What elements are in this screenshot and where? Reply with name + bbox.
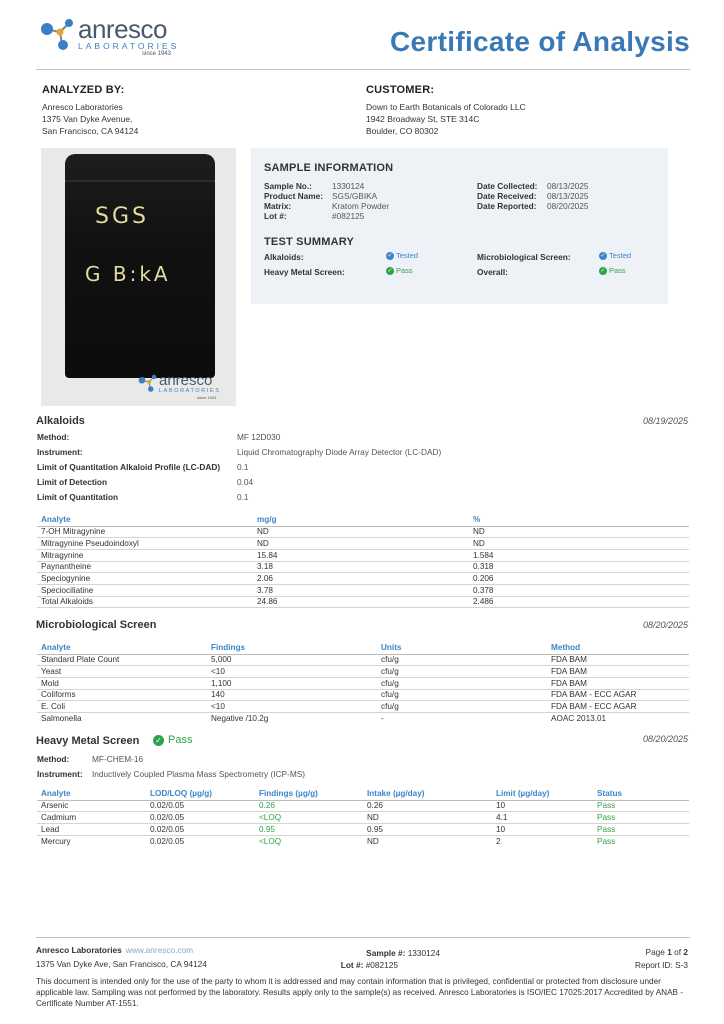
footer-company — [36, 945, 193, 955]
table-cell: cfu/g — [377, 701, 547, 713]
footer-page: Page 1 of 2 — [645, 947, 688, 957]
table-cell: FDA BAM — [547, 666, 689, 678]
table-cell: Total Alkaloids — [37, 596, 253, 608]
table-cell: cfu/g — [377, 677, 547, 689]
instrument-label: Instrument: — [37, 769, 83, 779]
check-icon: ✓ — [600, 252, 606, 259]
micro-title: Microbiological Screen — [36, 619, 157, 631]
method-value: MF-CHEM-16 — [92, 754, 144, 764]
column-header: Analyte — [37, 788, 146, 800]
table-cell: Mitragynine — [37, 549, 253, 561]
date-collected-value: 08/13/2025 — [547, 181, 589, 191]
table-cell: Lead — [37, 823, 146, 835]
table-cell: 2 — [496, 836, 501, 846]
page-current: 1 — [667, 947, 672, 957]
column-header: Intake (µg/day) — [363, 788, 492, 800]
footer-sample-label: Sample #: — [366, 948, 406, 958]
table-row — [37, 538, 689, 550]
analyzed-by-line: Anresco Laboratories — [42, 102, 123, 112]
heavy-metal-table — [37, 788, 689, 847]
footer-address: 1375 Van Dyke Ave, San Francisco, CA 94124 — [36, 959, 207, 969]
table-cell: 0.206 — [469, 573, 689, 585]
column-header: LOD/LOQ (µg/g) — [146, 788, 255, 800]
table-row — [37, 526, 689, 538]
date-reported-label: Date Reported: — [477, 201, 537, 211]
table-header-row — [37, 642, 689, 654]
column-header: Analyte — [37, 514, 253, 526]
table-cell: Mercury — [41, 836, 71, 846]
footer-divider — [36, 937, 690, 938]
footer-lot-label: Lot #: — [340, 960, 364, 970]
table-row — [37, 573, 689, 585]
lod-label: Limit of Detection — [37, 477, 108, 487]
matrix-label: Matrix: — [264, 201, 292, 211]
table-cell: 0.26 — [363, 800, 492, 812]
micro-table — [37, 642, 689, 724]
lot-value: #082125 — [332, 211, 365, 221]
loq-profile-label: Limit of Quantitation Alkaloid Profile (LC-DAD) — [37, 462, 221, 472]
date-collected-label: Date Collected: — [477, 181, 538, 191]
table-cell: 0.02/0.05 — [150, 836, 185, 846]
header — [36, 12, 690, 70]
table-cell: Salmonella — [41, 714, 82, 724]
column-header: Findings — [207, 642, 377, 654]
lod-value: 0.04 — [237, 477, 254, 487]
table-row — [37, 596, 689, 608]
sample-info-title: SAMPLE INFORMATION — [264, 162, 394, 174]
table-cell: Mold — [37, 677, 207, 689]
table-cell: 5,000 — [207, 654, 377, 666]
table-cell: <10 — [207, 701, 377, 713]
table-row — [37, 800, 689, 812]
document-title: Certificate of Analysis — [390, 26, 690, 57]
heavy-title: Heavy Metal Screen — [36, 735, 140, 747]
alkaloids-status-badge: ✓ Tested — [387, 251, 419, 260]
loq-value: 0.1 — [237, 492, 249, 502]
analyzed-by-block — [42, 84, 138, 137]
bag-label-1: SGS — [95, 204, 149, 229]
header-divider — [36, 69, 690, 70]
table-cell: Negative /10.2g — [211, 714, 269, 724]
alkaloids-date: 08/19/2025 — [642, 416, 688, 426]
sample-no-label: Sample No.: — [264, 181, 312, 191]
lot-row — [264, 211, 364, 221]
table-cell: AOAC 2013.01 — [551, 714, 607, 724]
table-cell: 15.84 — [253, 549, 469, 561]
status-cell: Pass — [593, 800, 689, 812]
photo-logo-word: anresco — [159, 372, 213, 389]
loq-label: Limit of Quantitation — [37, 492, 119, 502]
sample-bag — [65, 154, 215, 378]
disclaimer: This document is intended only for the use of the party to whom it is addressed and may contain information that is privileged, confidential or protected from disclosure under applicable law. Sampling was not performed by the laboratory. Results apply only to the sample(s) as received. Anresco Laboratories is ISO/IEC 17025:2017 Accredited by ANAB - Certificate Number AT-1551. — [36, 977, 683, 1008]
table-cell: 10 — [492, 800, 593, 812]
anresco-logo — [38, 14, 198, 60]
footer-lot — [300, 960, 398, 970]
column-header: % — [469, 514, 689, 526]
photo-logo — [137, 372, 233, 402]
table-cell: cfu/g — [377, 689, 547, 701]
alkaloids-title: Alkaloids — [36, 415, 85, 427]
table-cell: FDA BAM - ECC AGAR — [547, 701, 689, 713]
table-cell: 0.378 — [469, 584, 689, 596]
status-cell: Pass — [597, 836, 616, 846]
check-icon: ✓ — [153, 735, 164, 746]
sample-no-row — [264, 181, 364, 191]
date-received-row — [477, 191, 589, 201]
table-header-row — [37, 514, 689, 526]
table-cell: 0.95 — [255, 823, 363, 835]
matrix-value: Kratom Powder — [332, 201, 390, 211]
method-label: Method: — [37, 754, 70, 764]
analyzed-by-line: 1375 Van Dyke Avenue, — [42, 114, 133, 124]
table-row — [37, 677, 689, 689]
customer-title: CUSTOMER: — [366, 84, 435, 96]
table-cell: 1,100 — [207, 677, 377, 689]
alkaloids-table — [37, 514, 689, 608]
footer-lot-value: #082125 — [365, 960, 398, 970]
instrument-value: Liquid Chromatography Diode Array Detector (LC-DAD) — [237, 447, 442, 457]
table-cell: 4.1 — [492, 812, 593, 824]
instrument-value: Inductively Coupled Plasma Mass Spectrometry (ICP-MS) — [92, 769, 306, 779]
footer-report-id: Report ID: S-3 — [634, 960, 688, 970]
date-collected-row — [477, 181, 589, 191]
column-header: Units — [377, 642, 547, 654]
matrix-row — [264, 201, 389, 211]
table-cell: Speciociliatine — [37, 584, 253, 596]
molecule-logo-icon — [38, 14, 78, 54]
heavy-date: 08/20/2025 — [642, 734, 688, 744]
photo-logo-since: since 1943 — [197, 395, 217, 400]
logo-since: since 1943 — [142, 51, 172, 57]
alkaloids-summary-label: Alkaloids: — [264, 252, 304, 262]
lot-label: Lot #: — [264, 211, 287, 221]
micro-summary-label: Microbiological Screen: — [477, 252, 571, 262]
sample-no-value: 1330124 — [332, 181, 365, 191]
table-cell: 0.318 — [469, 561, 689, 573]
column-header: mg/g — [253, 514, 469, 526]
bag-label-2: G B:kA — [85, 262, 171, 286]
table-cell: 0.02/0.05 — [146, 812, 255, 824]
heavy-status-badge: ✓ Pass — [387, 266, 413, 275]
product-name-label: Product Name: — [264, 191, 324, 201]
table-cell: 7-OH Mitragynine — [37, 526, 253, 538]
table-row — [37, 666, 689, 678]
table-cell: Yeast — [37, 666, 207, 678]
logo-subtitle: LABORATORIES — [78, 41, 180, 51]
logo-wordmark: anresco — [78, 14, 167, 44]
table-cell: Paynantheine — [37, 561, 253, 573]
table-row — [37, 812, 689, 824]
overall-status-badge: ✓ Pass — [600, 266, 626, 275]
table-cell: ND — [363, 812, 492, 824]
table-cell: ND — [367, 836, 379, 846]
table-row — [37, 584, 689, 596]
column-header: Status — [593, 788, 689, 800]
table-cell: 0.26 — [255, 800, 363, 812]
check-icon: ✓ — [600, 267, 606, 274]
table-cell: 2.486 — [469, 596, 689, 608]
table-cell: Standard Plate Count — [37, 654, 207, 666]
table-cell: cfu/g — [377, 654, 547, 666]
table-cell: Arsenic — [37, 800, 146, 812]
table-row — [37, 712, 689, 724]
customer-block — [366, 84, 526, 137]
table-cell: Speciogynine — [37, 573, 253, 585]
table-row — [37, 835, 689, 847]
loq-profile-value: 0.1 — [237, 462, 249, 472]
table-cell: 24.86 — [253, 596, 469, 608]
table-cell: <LOQ — [259, 836, 282, 846]
heavy-pass-badge: ✓ Pass — [153, 734, 192, 746]
table-cell: <LOQ — [255, 812, 363, 824]
table-cell: <10 — [207, 666, 377, 678]
footer-company-name: Anresco Laboratories — [36, 945, 122, 955]
date-reported-value: 08/20/2025 — [547, 201, 589, 211]
table-cell: 3.18 — [253, 561, 469, 573]
date-reported-row — [477, 201, 589, 211]
photo-logo-sub: LABORATORIES — [159, 388, 221, 394]
column-header: Method — [547, 642, 689, 654]
footer-sample — [300, 948, 440, 958]
heavy-summary-label: Heavy Metal Screen: — [264, 267, 345, 277]
customer-line: Down to Earth Botanicals of Colorado LLC — [366, 102, 526, 112]
table-cell: FDA BAM — [547, 677, 689, 689]
date-received-value: 08/13/2025 — [547, 191, 589, 201]
analyzed-by-line: San Francisco, CA 94124 — [42, 126, 139, 136]
footer-sample-value: 1330124 — [407, 948, 440, 958]
micro-date: 08/20/2025 — [642, 620, 688, 630]
micro-status-badge: ✓ Tested — [600, 251, 632, 260]
table-row — [37, 689, 689, 701]
sample-photo — [41, 148, 236, 406]
table-cell: FDA BAM — [547, 654, 689, 666]
column-header: Limit (µg/day) — [492, 788, 593, 800]
table-cell: 1.584 — [469, 549, 689, 561]
table-cell: cfu/g — [377, 666, 547, 678]
date-received-label: Date Received: — [477, 191, 537, 201]
customer-line: Boulder, CO 80302 — [366, 126, 439, 136]
table-cell: 0.02/0.05 — [146, 800, 255, 812]
sample-info-panel — [251, 148, 668, 304]
test-summary-title: TEST SUMMARY — [264, 236, 354, 248]
table-cell: ND — [469, 526, 689, 538]
table-cell: - — [381, 714, 384, 724]
table-cell: 2.06 — [253, 573, 469, 585]
check-icon: ✓ — [387, 267, 393, 274]
table-cell: 0.02/0.05 — [146, 823, 255, 835]
table-cell: ND — [469, 538, 689, 550]
overall-summary-label: Overall: — [477, 267, 508, 277]
status-cell: Pass — [593, 823, 689, 835]
table-row — [37, 561, 689, 573]
table-cell: FDA BAM - ECC AGAR — [547, 689, 689, 701]
table-cell: ND — [253, 526, 469, 538]
footer-website-link[interactable]: www.anresco.com — [125, 945, 194, 955]
check-icon: ✓ — [387, 252, 393, 259]
table-cell: Mitragynine Pseudoindoxyl — [37, 538, 253, 550]
bag-zipper — [65, 180, 215, 182]
molecule-logo-icon — [137, 372, 159, 394]
table-row — [37, 654, 689, 666]
page-total: 2 — [683, 947, 688, 957]
method-value: MF 12D030 — [237, 432, 281, 442]
table-row — [37, 549, 689, 561]
table-cell: 140 — [207, 689, 377, 701]
table-header-row — [37, 788, 689, 800]
table-row — [37, 823, 689, 835]
table-cell: 3.78 — [253, 584, 469, 596]
table-cell: 10 — [492, 823, 593, 835]
column-header: Analyte — [37, 642, 207, 654]
method-label: Method: — [37, 432, 70, 442]
table-cell: E. Coli — [37, 701, 207, 713]
customer-line: 1942 Broadway St, STE 314C — [366, 114, 480, 124]
instrument-label: Instrument: — [37, 447, 83, 457]
table-cell: Cadmium — [37, 812, 146, 824]
column-header: Findings (µg/g) — [255, 788, 363, 800]
table-row — [37, 701, 689, 713]
table-cell: ND — [253, 538, 469, 550]
product-name-value: SGS/GBIKA — [332, 191, 378, 201]
product-name-row — [264, 191, 377, 201]
analyzed-by-title: ANALYZED BY: — [42, 84, 125, 96]
table-cell: Coliforms — [37, 689, 207, 701]
status-cell: Pass — [593, 812, 689, 824]
table-cell: 0.95 — [363, 823, 492, 835]
